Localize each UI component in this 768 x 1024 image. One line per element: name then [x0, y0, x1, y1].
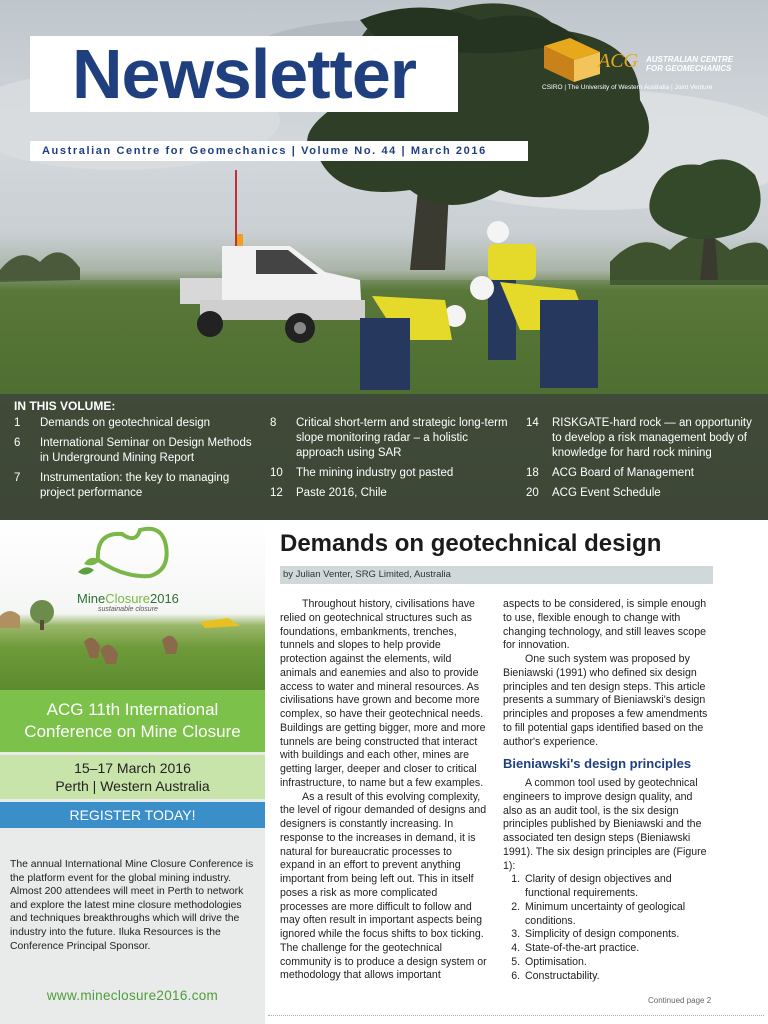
conference-dates-banner	[0, 755, 265, 799]
article-paragraph: One such system was proposed by Bieniawski (1991) who defined six design principles and ten design steps. This article presents a summary of Bieniawski's design principles and proposes a few amendments to fill potential gaps identified based on the author's experience.	[503, 653, 708, 748]
newsletter-title: Newsletter	[71, 35, 417, 113]
conference-name-banner: ACG 11th International Conference on Mine Closure	[0, 690, 265, 752]
contents-item[interactable]: 1 Demands on geotechnical design	[14, 417, 211, 429]
article-subheading: Bieniawski's design principles	[503, 756, 692, 772]
list-item: 1. Clarity of design objectives and functional requirements.	[523, 873, 710, 901]
acg-partners: CSIRO | The University of Western Australia | Joint Venture	[542, 84, 713, 91]
conference-website-link[interactable]: www.mineclosure2016.com	[46, 988, 219, 1003]
article-paragraph: As a result of this evolving complexity, the level of rigour demanded of designs and designers is constantly increasing. In response to the increases in demand, it is natural for bureaucratic processes to expand in an effort to prevent anything important from being left out. This in itself poses a risk as more complicated processes are more difficult to follow and may often result in important aspects being ignored while the focus shifts to box ticking. The challenge for the geotechnical community is to produce a design system or methodology that allows important	[280, 790, 487, 982]
footer-divider	[268, 1015, 764, 1016]
contents-item[interactable]: 18 ACG Board of Management	[526, 467, 694, 479]
list-item: 3. Simplicity of design components.	[523, 928, 710, 942]
contents-item[interactable]: 6 International Seminar on Design Methods in Underground Mining Report	[14, 437, 252, 464]
contents-column-1	[14, 416, 254, 506]
contents-item[interactable]: 20 ACG Event Schedule	[526, 487, 661, 499]
article-byline: by Julian Venter, SRG Limited, Australia	[283, 569, 451, 580]
list-item: 4. State-of-the-art practice.	[523, 942, 710, 956]
article-paragraph: A common tool used by geotechnical engineers to improve design quality, and also as an audit tool, is the six design principles published by Bieniawski and the associated ten design steps (Bieniawski 1991). The six design principles are (Figure 1):	[503, 777, 707, 872]
vehicle-illustration	[180, 170, 365, 343]
article-column-1	[280, 598, 487, 983]
contents-item[interactable]: 14 RISKGATE-hard rock — an opportunity to develop a risk management body of knowledge for hard rock mining	[526, 417, 752, 459]
article-title: Demands on geotechnical design	[280, 530, 662, 557]
issue-subtitle-bar	[30, 141, 528, 161]
contents-item[interactable]: 8 Critical short-term and strategic long-term slope monitoring radar – a holistic approach using SAR	[270, 417, 508, 459]
contents-item[interactable]: 7 Instrumentation: the key to managing project performance	[14, 472, 230, 499]
design-principles-list	[503, 873, 710, 983]
acg-logo	[542, 38, 742, 96]
contents-column-2	[270, 416, 510, 506]
masthead	[30, 36, 458, 112]
article-paragraph: Throughout history, civilisations have relied on geotechnical structures such as foundations, embankments, trenches, tunnels and slopes to help provide protection against the elements, wild animals and eanemies and also to provide access to water and mineral resources. As civilisations have grown and become more complex, so have their geotechnical needs. Buildings are getting bigger, more and more tunnels are being constructed that interact with buildings and each other, mines are getting larger, deeper and closer to critical infrastructure, to name but a few examples.	[280, 598, 486, 789]
article-paragraph: aspects to be considered, is simple enough to use, flexible enough to change with changing technology, and still leaves scope for innovation.	[503, 598, 707, 652]
register-today-button[interactable]: REGISTER TODAY!	[0, 802, 265, 828]
conference-description: The annual International Mine Closure Conference is the platform event for the global mining industry. Almost 200 attendees will meet in Perth to network and explore the latest mine closure methodologies and techniques breakthroughs which will drive the industry into the future. Iluka Resources is the Conference Principal Sponsor.	[10, 859, 254, 952]
mine-closure-logo-text: MineClosure2016	[77, 591, 179, 606]
list-item: 5. Optimisation.	[523, 956, 710, 970]
in-this-volume-heading: IN THIS VOLUME:	[14, 399, 116, 413]
acg-logo-text: ACG	[598, 50, 638, 72]
mine-closure-sidebar	[0, 520, 265, 1024]
conference-dates: 15–17 March 2016	[74, 760, 191, 776]
article-column-2	[503, 598, 710, 983]
list-item: 2. Minimum uncertainty of geological conditions.	[523, 901, 710, 929]
issue-subtitle: Australian Centre for Geomechanics | Volume No. 44 | March 2016	[42, 145, 487, 157]
list-item: 6. Constructability.	[523, 970, 710, 984]
contents-column-3	[526, 416, 758, 506]
contents-item[interactable]: 10 The mining industry got pasted	[270, 467, 454, 479]
article-byline-bar	[280, 566, 713, 584]
mine-closure-tagline: sustainable closure	[98, 606, 158, 613]
contents-item[interactable]: 12 Paste 2016, Chile	[270, 487, 387, 499]
acg-logo-name: AUSTRALIAN CENTRE FOR GEOMECHANICS	[646, 55, 734, 73]
continued-page-link[interactable]: Continued page 2	[648, 996, 712, 1005]
conference-location: Perth | Western Australia	[55, 778, 210, 794]
acg-emblem-icon	[542, 38, 602, 82]
in-this-volume-panel	[0, 394, 768, 520]
mine-closure-banner-image	[0, 520, 265, 690]
